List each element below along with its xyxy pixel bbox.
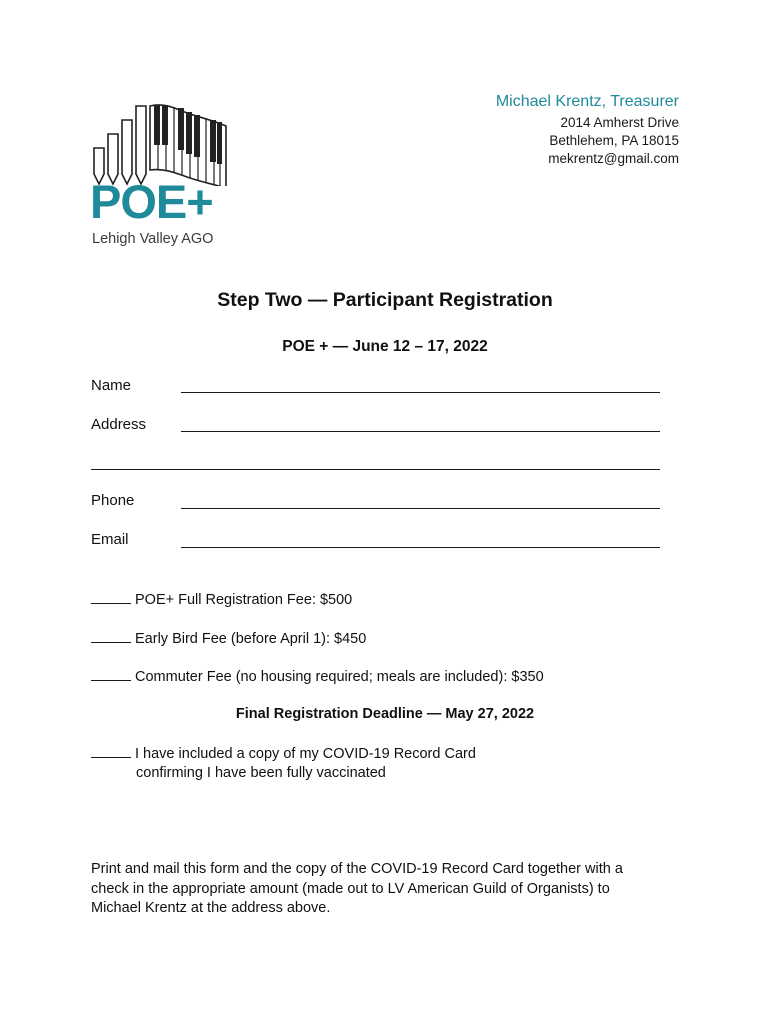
fee-option-commuter [91, 668, 544, 685]
form-title: Step Two — Participant Registration [217, 289, 553, 311]
logo-title: POE+ [90, 175, 213, 228]
registration-deadline: Final Registration Deadline — May 27, 2022 [235, 706, 535, 722]
covid-confirmation [91, 745, 476, 783]
organ-pipes-keyboard-icon [86, 96, 231, 186]
covid-line-1: I have included a copy of my COVID-19 Record Card [135, 746, 476, 762]
treasurer-name: Michael Krentz, Treasurer [495, 93, 679, 110]
name-label: Name [91, 377, 132, 394]
early-bird-label: Early Bird Fee (before April 1): $450 [135, 631, 367, 647]
email-label: Email [91, 531, 129, 548]
address-field[interactable] [181, 431, 660, 432]
email-field[interactable] [181, 547, 660, 548]
phone-field[interactable] [181, 508, 660, 509]
commuter-label: Commuter Fee (no housing required; meals are included): $350 [135, 669, 544, 685]
city-state-zip: Bethlehem, PA 18015 [549, 133, 679, 148]
commuter-checkbox[interactable] [91, 668, 131, 681]
full-fee-checkbox[interactable] [91, 591, 131, 604]
event-dates: POE + — June 12 – 17, 2022 [282, 338, 488, 355]
address-line-2-field[interactable] [91, 469, 660, 470]
contact-email: mekrentz@gmail.com [548, 151, 679, 166]
covid-checkbox[interactable] [91, 745, 131, 758]
name-field[interactable] [181, 392, 660, 393]
covid-line-2: confirming I have been fully vaccinated [136, 765, 386, 781]
fee-option-full [91, 591, 352, 608]
logo-subtitle: Lehigh Valley AGO [92, 231, 214, 247]
full-fee-label: POE+ Full Registration Fee: $500 [135, 592, 353, 608]
early-bird-checkbox[interactable] [91, 630, 131, 643]
street-address: 2014 Amherst Drive [560, 115, 679, 130]
address-label: Address [91, 416, 147, 433]
mailing-instructions: Print and mail this form and the copy of the COVID-19 Record Card together with a check in the appropriate amount (made out to LV American Guild of Organists) to Michael Krentz at the address above. [91, 861, 623, 916]
fee-option-early-bird [91, 630, 366, 647]
phone-label: Phone [91, 492, 135, 509]
